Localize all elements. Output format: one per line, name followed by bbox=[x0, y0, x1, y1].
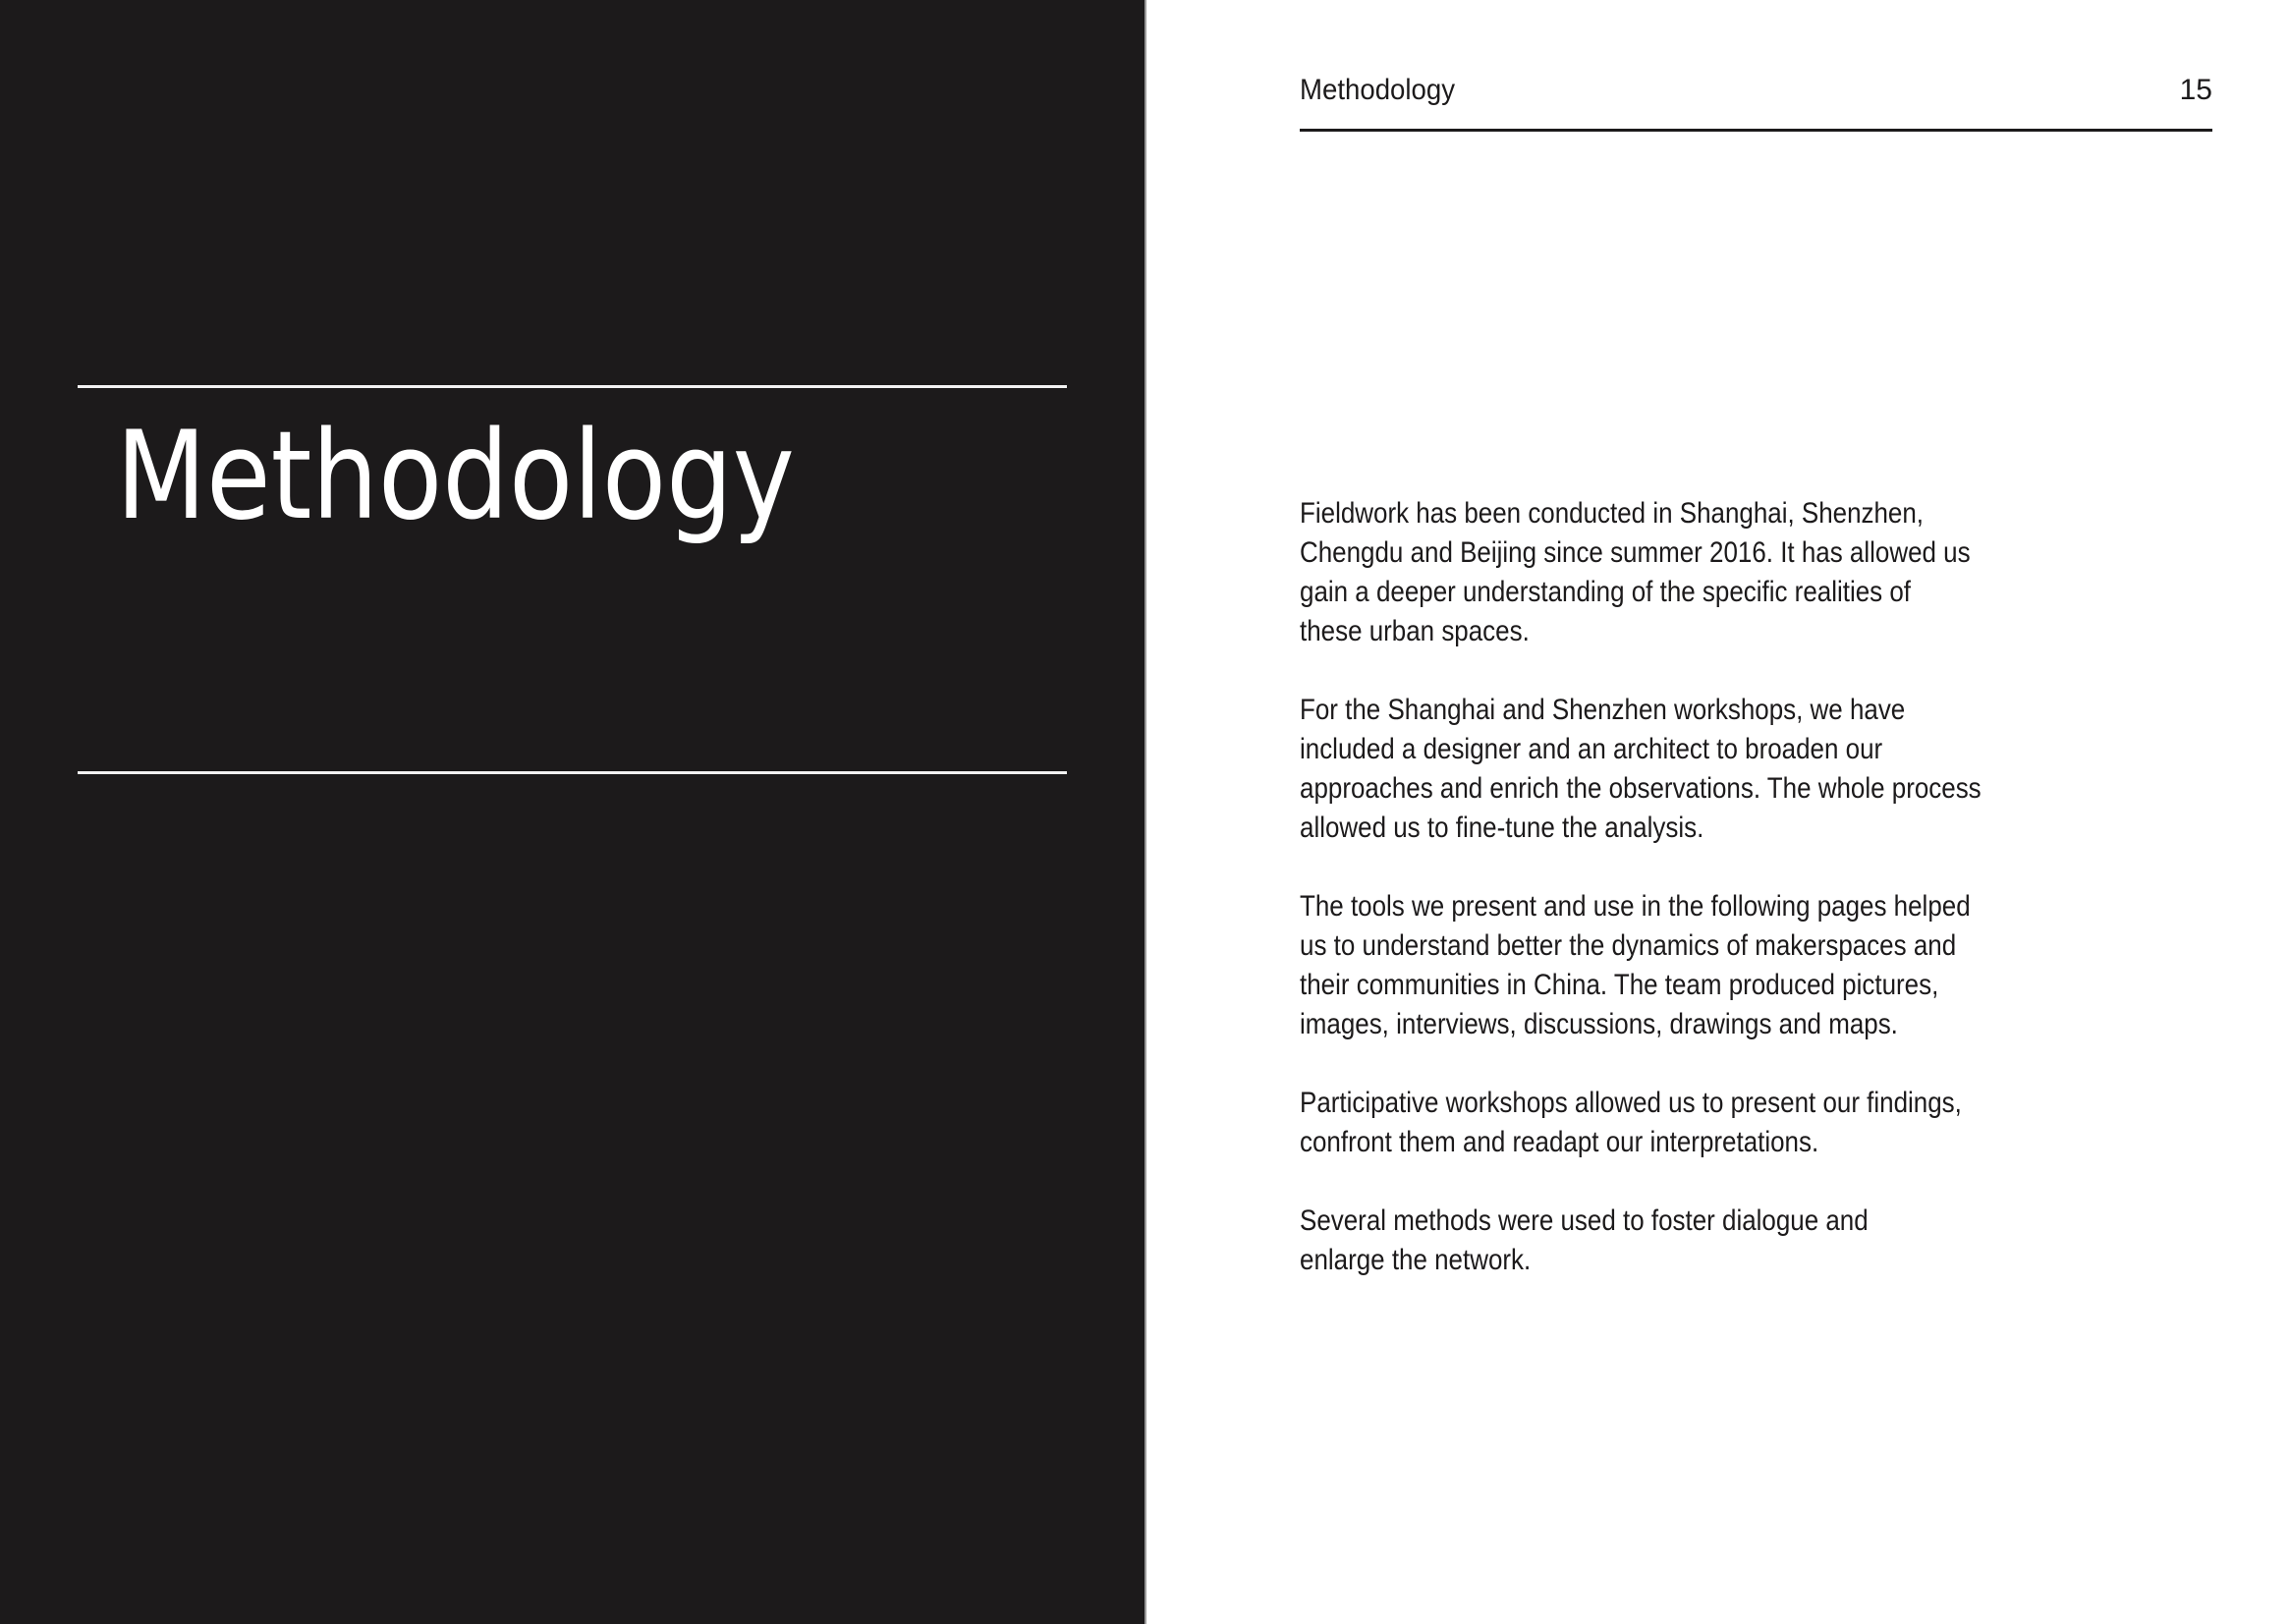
text-line: The tools we present and use in the following pages helped bbox=[1300, 890, 1971, 923]
text-line: images, interviews, discussions, drawings and maps. bbox=[1300, 1008, 1898, 1040]
text-line: For the Shanghai and Shenzhen workshops, we have bbox=[1300, 694, 1906, 726]
text-line: approaches and enrich the observations. The whole process bbox=[1300, 772, 1982, 805]
text-line: Chengdu and Beijing since summer 2016. It has allowed us bbox=[1300, 536, 1971, 569]
running-head-title: Methodology bbox=[1300, 74, 1456, 106]
text-line: Several methods were used to foster dialogue and bbox=[1300, 1204, 1869, 1237]
body-text bbox=[1300, 494, 2184, 1319]
text-line: us to understand better the dynamics of makerspaces and bbox=[1300, 929, 1957, 962]
paragraph-2 bbox=[1300, 691, 2078, 848]
text-line: confront them and readapt our interpretations. bbox=[1300, 1126, 1819, 1158]
left-page-panel bbox=[0, 0, 1144, 1624]
text-line: Fieldwork has been conducted in Shanghai, Shenzhen, bbox=[1300, 497, 1925, 530]
text-line: Participative workshops allowed us to present our findings, bbox=[1300, 1087, 1962, 1119]
page-number: 15 bbox=[2179, 74, 2212, 106]
text-line: included a designer and an architect to broaden our bbox=[1300, 733, 1883, 765]
text-line: gain a deeper understanding of the specific realities of bbox=[1300, 576, 1912, 608]
text-line: their communities in China. The team produced pictures, bbox=[1300, 969, 1939, 1001]
running-head-rule bbox=[1300, 129, 2212, 132]
title-bottom-rule bbox=[78, 771, 1067, 774]
paragraph-4 bbox=[1300, 1084, 2078, 1162]
page-gutter bbox=[1144, 0, 1146, 1624]
paragraph-3 bbox=[1300, 887, 2078, 1044]
running-head bbox=[1300, 71, 2212, 110]
title-top-rule bbox=[78, 385, 1067, 388]
text-line: enlarge the network. bbox=[1300, 1244, 1532, 1276]
text-line: these urban spaces. bbox=[1300, 615, 1530, 647]
paragraph-5 bbox=[1300, 1202, 2078, 1280]
chapter-title: Methodology bbox=[116, 406, 795, 547]
paragraph-1 bbox=[1300, 494, 2078, 651]
text-line: allowed us to fine-tune the analysis. bbox=[1300, 812, 1704, 844]
